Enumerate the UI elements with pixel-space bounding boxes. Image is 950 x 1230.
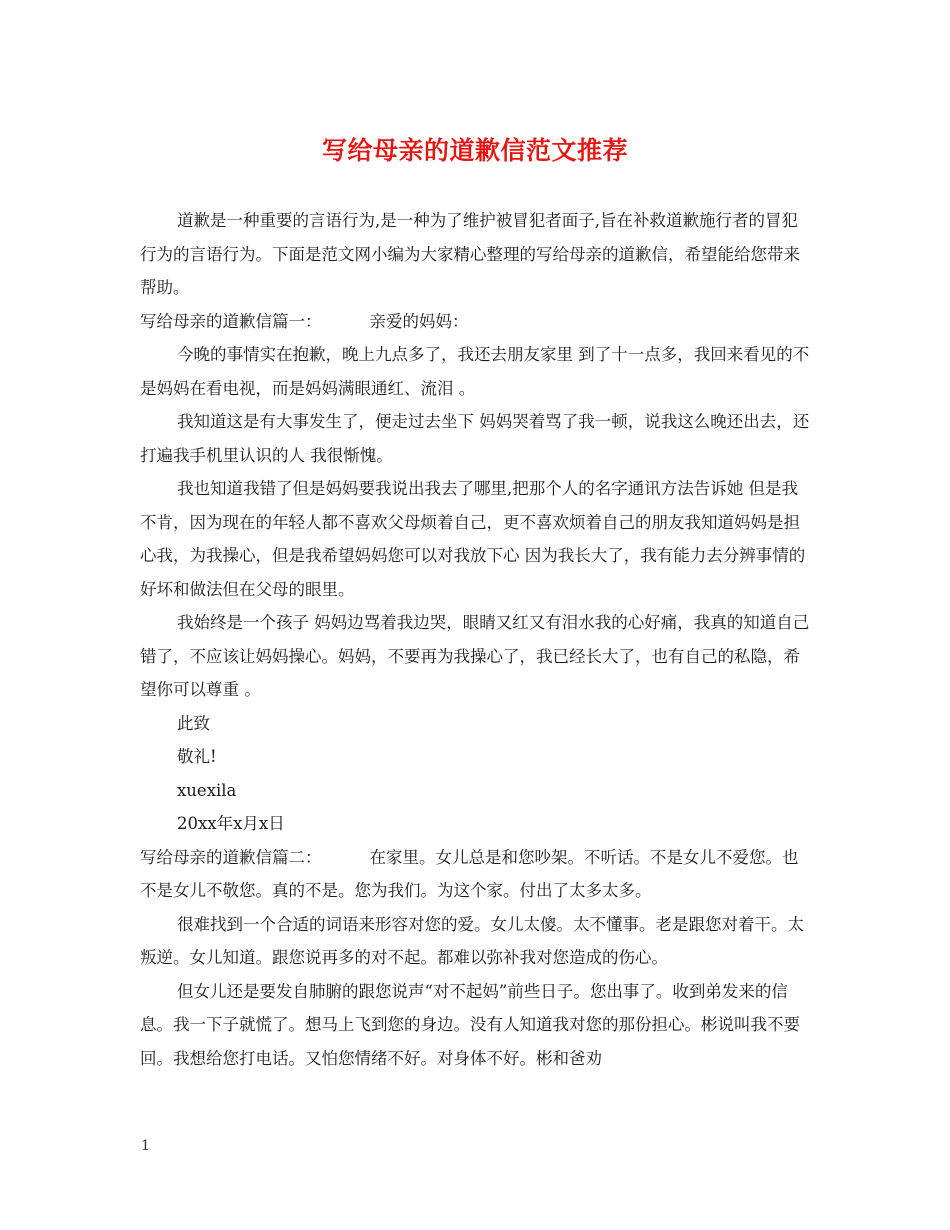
letter2-heading-line [140,841,812,908]
letter1-paragraph: 今晚的事情实在抱歉，晚上九点多了，我还去朋友家里 到了十一点多，我回来看见的不是妈妈在看电视，而是妈妈满眼通红、流泪 。 [140,345,810,398]
closing-line-1: 此致 [177,713,210,733]
letter1-paragraph: 我也知道我错了但是妈妈要我说出我去了哪里,把那个人的名字通讯方法告诉她 但是我不肯，因为现在的年轻人都不喜欢父母烦着自己，更不喜欢烦着自己的朋友我知道妈妈是担心我，为我操心，但是我希望妈妈您可以对我放下心 因为我长大了，我有能力去分辨事情的好坏和做法但在父母的眼里。 [140,479,806,599]
closing-line-2: 敬礼! [177,747,217,766]
intro-paragraph: 道歉是一种重要的言语行为,是一种为了维护被冒犯者面子,旨在补救道歉施行者的冒犯行为的言语行为。下面是范文网小编为大家精心整理的写给母亲的道歉信，希望能给您带来帮助。 [140,211,800,297]
document-body [140,204,812,1075]
letter1-paragraph: 我知道这是有大事发生了，便走过去坐下 妈妈哭着骂了我一顿，说我这么晚还出去，还打遍我手机里认识的人 我很惭愧。 [140,412,810,465]
document-title: 写给母亲的道歉信范文推荐 [321,136,628,165]
letter-date: 20xx年x月x日 [177,814,285,833]
page-number: 1 [141,1138,150,1154]
letter1-salutation: 亲爱的妈妈： [369,311,469,331]
letter2-first-line: 在家里。女儿总是和您吵架。不听话。不是女儿不爱您。也不是女儿不敬您。真的不是。您为我们。为这个家。付出了太多太多。 [140,847,799,900]
letter1-paragraph: 我始终是一个孩子 妈妈边骂着我边哭，眼睛又红又有泪水我的心好痛，我真的知道自己错了，不应该让妈妈操心。妈妈，不要再为我操心了，我已经长大了，也有自己的私隐，希望你可以尊重 。 [140,613,810,699]
letter1-heading-line [140,305,812,339]
letter2-paragraph: 但女儿还是要发自肺腑的跟您说声“对不起妈”前些日子。您出事了。收到弟发来的信息。我一下子就慌了。想马上飞到您的身边。没有人知道我对您的那份担心。彬说叫我不要回。我想给您打电话。又怕您情绪不好。对身体不好。彬和爸劝 [140,981,800,1068]
letter2-paragraph: 很难找到一个合适的词语来形容对您的爱。女儿太傻。太不懂事。老是跟您对着干。太叛逆。女儿知道。跟您说再多的对不起。都难以弥补我对您造成的伤心。 [140,914,804,967]
letter1-heading: 写给母亲的道歉信篇一： [140,311,322,331]
letter2-heading: 写给母亲的道歉信篇二： [140,847,322,867]
signature: xuexila [177,780,237,800]
